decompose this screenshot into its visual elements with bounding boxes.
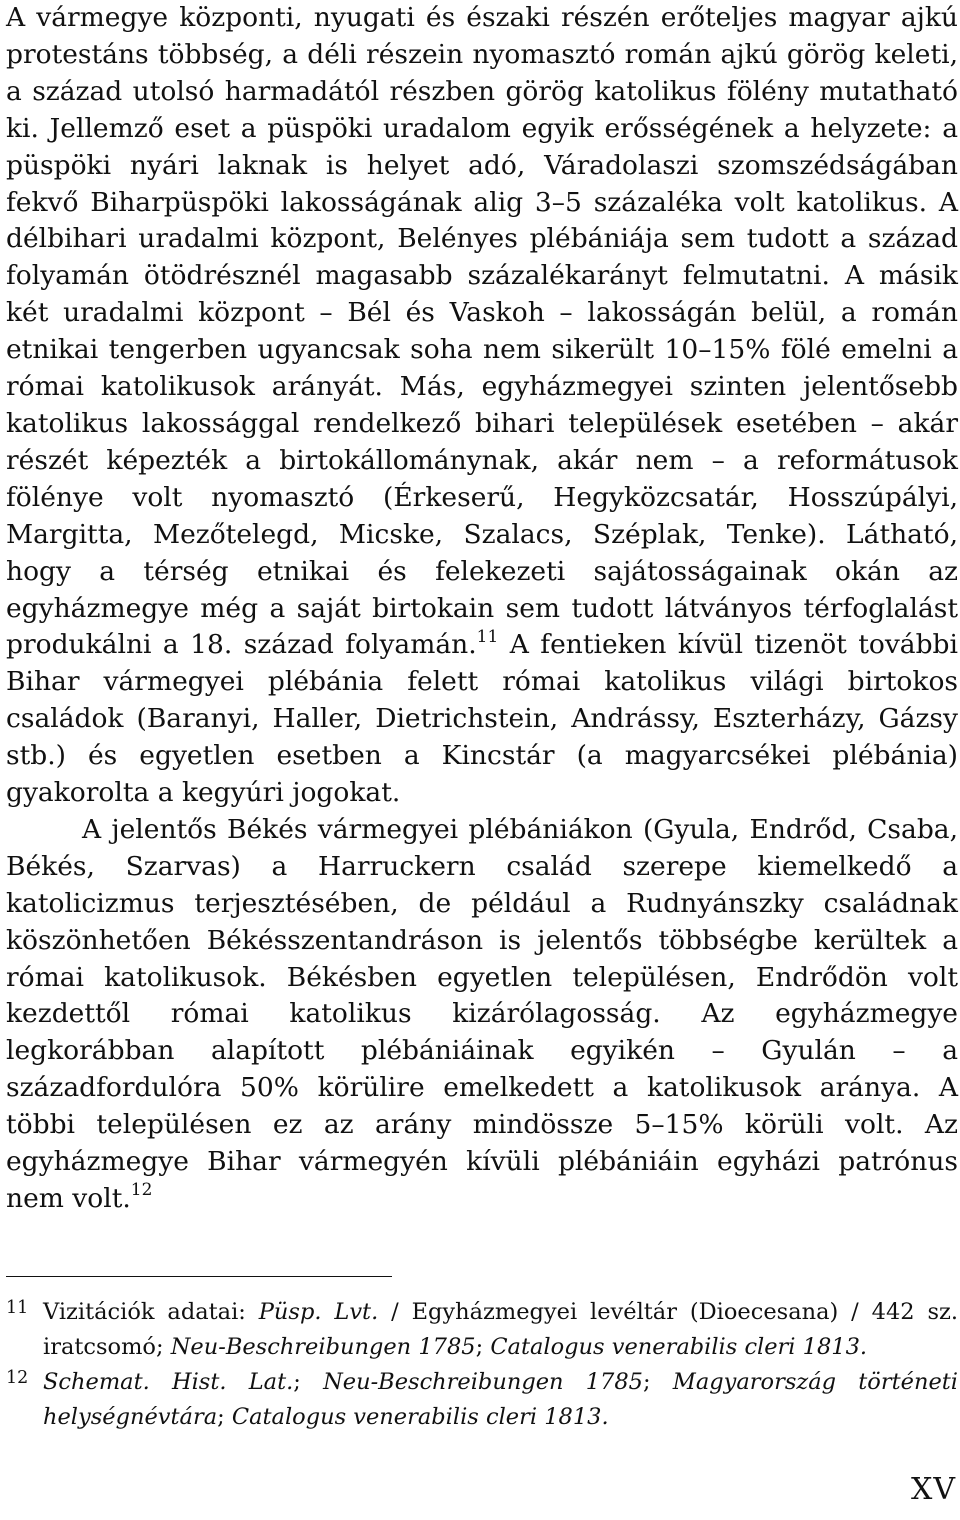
paragraph-2 [6, 812, 958, 1218]
footnote-12 [6, 1365, 958, 1435]
footnotes [6, 1295, 958, 1435]
footnote-italic-part: Schemat. Hist. Lat. [43, 1369, 294, 1395]
main-text [6, 0, 958, 1218]
footnote-italic-part: Catalogus venerabilis cleri 1813. [231, 1404, 609, 1430]
footnote-text-part: ; [475, 1334, 491, 1360]
footnote-text [43, 1365, 958, 1435]
footnote-text [43, 1295, 958, 1365]
footnote-ref-11[interactable]: 11 [476, 626, 499, 647]
paragraph-1-text-cont: A fentieken kívül tizenöt további Bihar vármegyei plébánia felett római katolikus világi birtokos családok (Baranyi, Haller, Dietrichstein, Andrássy, Eszterházy, Gázsy stb.) és egyetlen esetben a Kincstár (a magyarcsékei plébánia) gyakorolta a kegyúri jogokat. [6, 629, 958, 809]
footnote-text-part: Vizitációk adatai: [43, 1299, 259, 1325]
footnote-italic-part: Catalogus venerabilis cleri 1813. [490, 1334, 868, 1360]
footnote-number: 12 [6, 1368, 29, 1388]
footnote-text-part: ; [293, 1369, 324, 1395]
paragraph-2-text: A jelentős Békés vármegyei plébániákon (Gyula, Endrőd, Csaba, Békés, Szarvas) a Harruckern család szerepe kiemelkedő a katolicizmus terjesztésében, de például a Rudnyánszky családnak köszönhetően Békésszentandráson is jelentős többségbe kerültek a római katolikusok. Békésben egyetlen településen, Endrődön volt kezdettől római katolikus kizárólagosság. Az egyházmegye legkorábban alapított plébániáinak egyikén – Gyulán – a századfordulóra 50% körülire emelkedett a katolikusok aránya. A többi településen ez az arány mindössze 5–15% körüli volt. Az egyházmegye Bihar vármegyén kívüli plébániáin egyházi patrónus nem volt. [6, 813, 958, 1214]
footnote-italic-part: Neu-Beschreibungen 1785 [323, 1369, 643, 1395]
footnote-text-part: ; [217, 1404, 232, 1430]
paragraph-1-text: A vármegye központi, nyugati és északi részén erőteljes magyar ajkú protestáns többség, a déli részein nyomasztó román ajkú görög keleti, a század utolsó harmadától részben görög katolikus fölény mutatható ki. Jellemző eset a püspöki uradalom egyik erősségének a helyzete: a püspöki nyári laknak is helyet adó, Váradolaszi szomszédságában fekvő Biharpüspöki lakosságának alig 3–5 százaléka volt katolikus. A délbihari uradalmi központ, Belényes plébániája sem tudott a század folyamán ötödrésznél magasabb százalékarányt felmutatni. A másik két uradalmi központ – Bél és Vaskoh – lakosságán belül, a román etnikai tengerben ugyancsak soha nem sikerült 10–15% fölé emelni a római katolikusok arányát. Más, egyházmegyei szinten jelentősebb katolikus lakossággal rendelkező bihari települések esetében – akár részét képezték a birtokállománynak, akár nem – a reformátusok fölénye volt nyomasztó (Érkeserű, Hegyközcsatár, Hosszúpályi, Margitta, Mezőtelegd, Micske, Szalacs, Széplak, Tenke). Látható, hogy a térség etnikai és felekezeti sajátosságainak okán az egyházmegye még a saját birtokain sem tudott látványos térfoglalást produkálni a 18. század folyamán. [6, 2, 958, 661]
footnote-text-part: / Egyházmegyei levéltár (Dioecesana) / 442 sz. iratcsomó; [43, 1299, 959, 1360]
paragraph-1 [6, 0, 958, 812]
footnote-separator [6, 1276, 392, 1277]
footnote-11 [6, 1295, 958, 1365]
footnote-italic-part: Püsp. Lvt. [258, 1299, 379, 1325]
footnote-italic-part: Magyarország történeti helységnévtára [43, 1369, 959, 1430]
footnote-number: 11 [6, 1298, 29, 1318]
footnote-italic-part: Neu-Beschreibungen 1785 [170, 1334, 476, 1360]
page-number: XV [910, 1472, 956, 1507]
footnote-text-part: ; [643, 1369, 673, 1395]
footnote-ref-12[interactable]: 12 [130, 1180, 153, 1201]
